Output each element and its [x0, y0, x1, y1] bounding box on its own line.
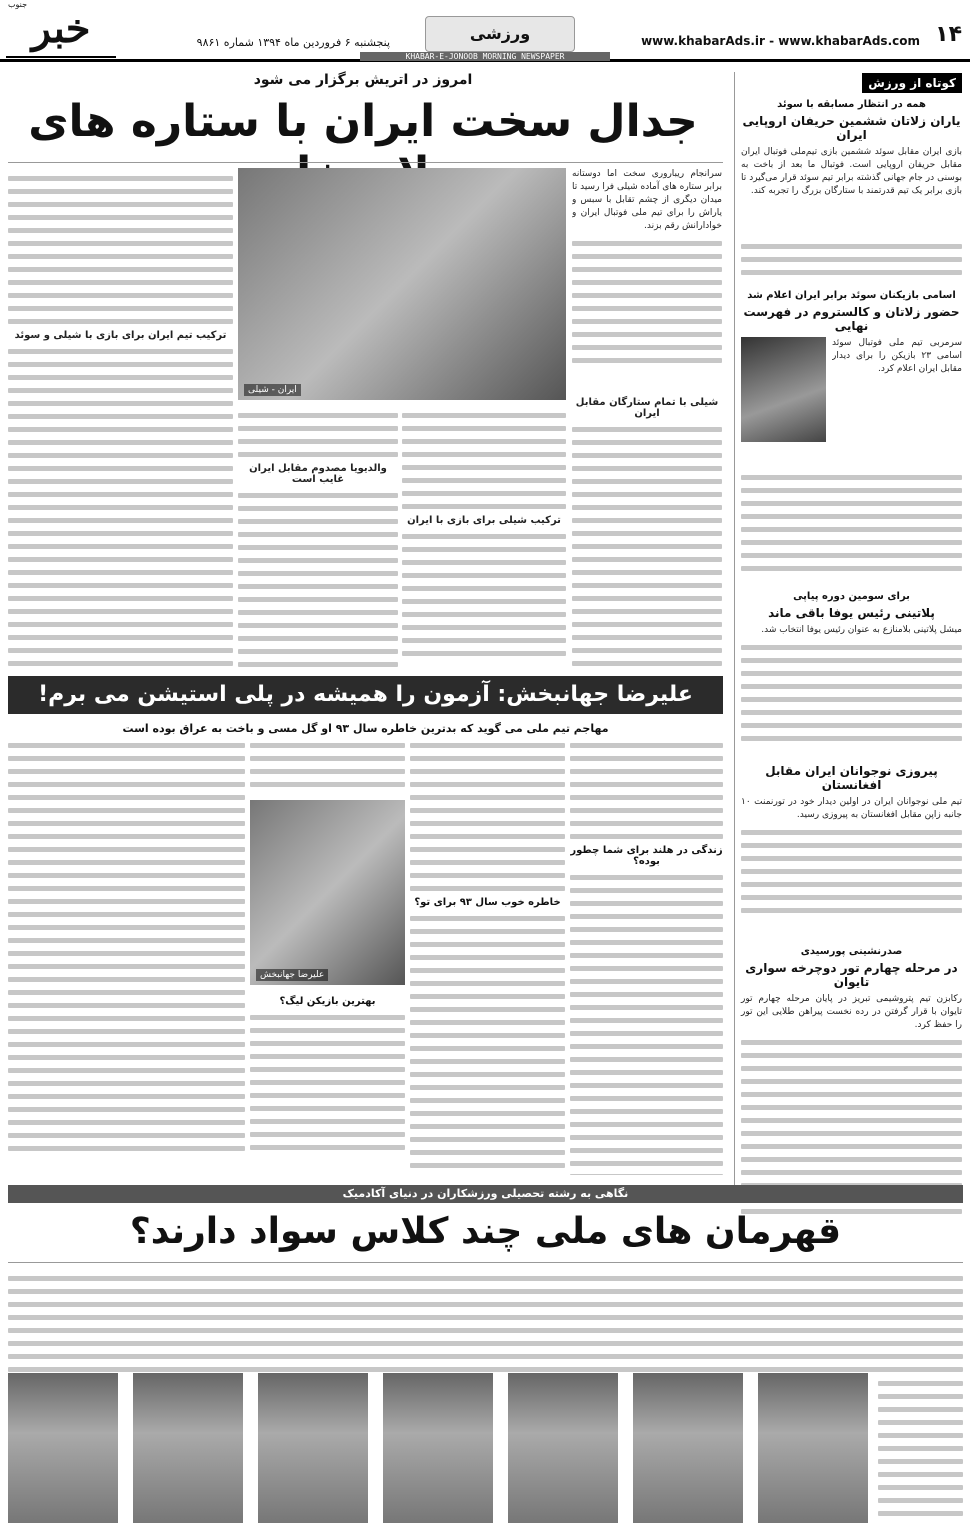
sidebar-box-header: کوتاه از ورزش [862, 73, 962, 93]
zlatan-photo [741, 337, 826, 442]
main-col1-filler-b [572, 427, 722, 673]
athlete-portrait-3 [258, 1373, 368, 1523]
match-photo [238, 168, 566, 400]
athlete-portrait-5 [508, 1373, 618, 1523]
interview-photo-caption: علیرضا جهانبخش [256, 969, 328, 981]
interview-q2: خاطره خوب سال ۹۳ برای تو؟ [414, 897, 561, 908]
logo-tag: جنوب [8, 0, 28, 9]
main-col1-sub: شیلی با تمام ستارگان مقابل ایران [575, 397, 719, 419]
main-col-1 [572, 168, 722, 673]
sidebar-body-2: سرمربی تیم ملی فوتبال سوئد اسامی ۲۳ بازیکن را برای دیدار مقابل ایران اعلام کرد. [832, 338, 962, 374]
sidebar-body-5: رکابزن تیم پتروشیمی تبریز در پایان مرحله چهارم تور تایوان با قرار گرفتن در رده نخست پیراهن طلایی این تور را حفظ کرد. [741, 994, 962, 1030]
main-col-3 [238, 405, 398, 673]
main-col4-sub: ترکیب تیم ایران برای بازی با شیلی و سوئد [14, 330, 227, 341]
sidebar-title-1: یاران زلاتان ششمین حریفان اروپایی ایران [742, 114, 961, 142]
sidebar-body-4: تیم ملی نوجوانان ایران در اولین دیدار خود در تورنمنت ۱۰ جانبه زاپن مقابل افغانستان به پیروزی رسید. [741, 797, 962, 820]
sidebar-kicker-3: برای سومین دوره پیاپی [793, 591, 910, 602]
sidebar-story-2 [741, 337, 962, 467]
literacy-headline: قهرمان های ملی چند کلاس سواد دارند؟ [129, 1211, 842, 1252]
sidebar-title-5: در مرحله چهارم تور دوچرخه سواری تایوان [745, 961, 958, 989]
sidebar-title-2: حضور زلاتان و کالستروم در فهرست نهایی [743, 305, 960, 333]
sidebar-filler-2 [741, 475, 962, 585]
interview-q1: زندگی در هلند برای شما چطور بوده؟ [570, 845, 723, 867]
sidebar-title-4: پیروزی نوجوانان ایران مقابل افغانستان [765, 764, 938, 792]
sidebar-filler-3 [741, 645, 962, 760]
athlete-portrait-1 [8, 1373, 118, 1523]
sidebar [734, 72, 962, 1187]
interview-col-1 [570, 735, 723, 1175]
interview-q3: بهترین بازیکن لیگ؟ [279, 996, 376, 1007]
interview-subhead: مهاجم تیم ملی می گوید که بدترین خاطره سال ۹۳ او گل مسی و باخت به عراق بوده است [122, 722, 609, 735]
dateline: پنجشنبه ۶ فروردین ماه ۱۳۹۴ شماره ۹۸۶۱ [196, 36, 390, 49]
sidebar-filler-1 [741, 244, 962, 284]
sidebar-kicker-1: همه در انتظار مسابقه با سوئد [777, 99, 926, 110]
athlete-portrait-2 [133, 1373, 243, 1523]
sidebar-title-3: پلاتینی رئیس یوفا باقی ماند [768, 606, 935, 620]
headline-rule [8, 162, 723, 163]
main-col3-sub: والدیویا مصدوم مقابل ایران غایب است [249, 463, 387, 485]
athlete-portrait-6 [633, 1373, 743, 1523]
interview-col-4 [8, 735, 245, 1175]
main-kicker: امروز در اتریش برگزار می شود [253, 72, 473, 88]
literacy-rule [8, 1262, 963, 1263]
section-label: ورزشی [425, 16, 575, 52]
website-url[interactable]: www.khabarAds.ir - www.khabarAds.com [641, 34, 920, 48]
athlete-portrait-7 [758, 1373, 868, 1523]
main-col1-filler-a [572, 241, 722, 391]
athlete-portrait-4 [383, 1373, 493, 1523]
interview-banner: علیرضا جهانبخش: آزمون را همیشه در پلی استیشن می برم! [8, 676, 723, 714]
masthead [0, 0, 970, 62]
main-col2-sub: ترکیب شیلی برای بازی با ایران [407, 515, 561, 526]
main-col-4 [8, 168, 233, 673]
sidebar-body-3: میشل پلاتینی بلامنازع به عنوان رئیس یوفا انتخاب شد. [761, 625, 962, 635]
main-col-2 [402, 405, 566, 673]
jahanbakhsh-photo [250, 800, 405, 985]
sidebar-filler-4 [741, 830, 962, 940]
subbrand: KHABAR-E-JONOOB MORNING NEWSPAPER [360, 52, 610, 61]
page-number: ۱۴ [935, 22, 962, 47]
athlete-portraits [8, 1373, 963, 1523]
match-photo-caption: ایران - شیلی [244, 384, 301, 396]
interview-col-3-top [250, 735, 405, 795]
interview-col-2 [410, 735, 565, 1175]
literacy-side-text [878, 1373, 963, 1523]
literacy-banner: نگاهی به رشته تحصیلی ورزشکاران در دنیای آکادمیک [8, 1185, 963, 1203]
main-headline: جدال سخت ایران با ستاره های [28, 96, 698, 147]
interview-col-3-bottom [250, 990, 405, 1175]
logo-text: خبر [31, 5, 91, 52]
sidebar-kicker-2: اسامی بازیکنان سوئد برابر ایران اعلام شد [747, 290, 956, 301]
newspaper-logo [6, 0, 116, 58]
main-lead: سرانجام ریباروری سخت اما دوستانه برابر ستاره های آماده شیلی فرا رسید تا میدان دیگری از چشم تقابل با سبس و یاراش را برای تیم ملی فوتبال ایران و خوادارانش رقم بزند. [572, 169, 722, 231]
sidebar-kicker-5: صدرنشینی پورسیدی [800, 946, 903, 957]
sidebar-body-1: بازی ایران مقابل سوئد ششمین بازی تیم‌ملی فوتبال ایران مقابل حریفان اروپایی است. فوتبال ما بعد از باخت به بوسنی در جام جهانی گذشته برابر تیم سوئد قرار می‌گیرد تا بازی برابر یک تیم قدرتمند با ستارگان بزرگ را تجربه کند. [741, 147, 962, 196]
literacy-text-block [8, 1268, 963, 1373]
